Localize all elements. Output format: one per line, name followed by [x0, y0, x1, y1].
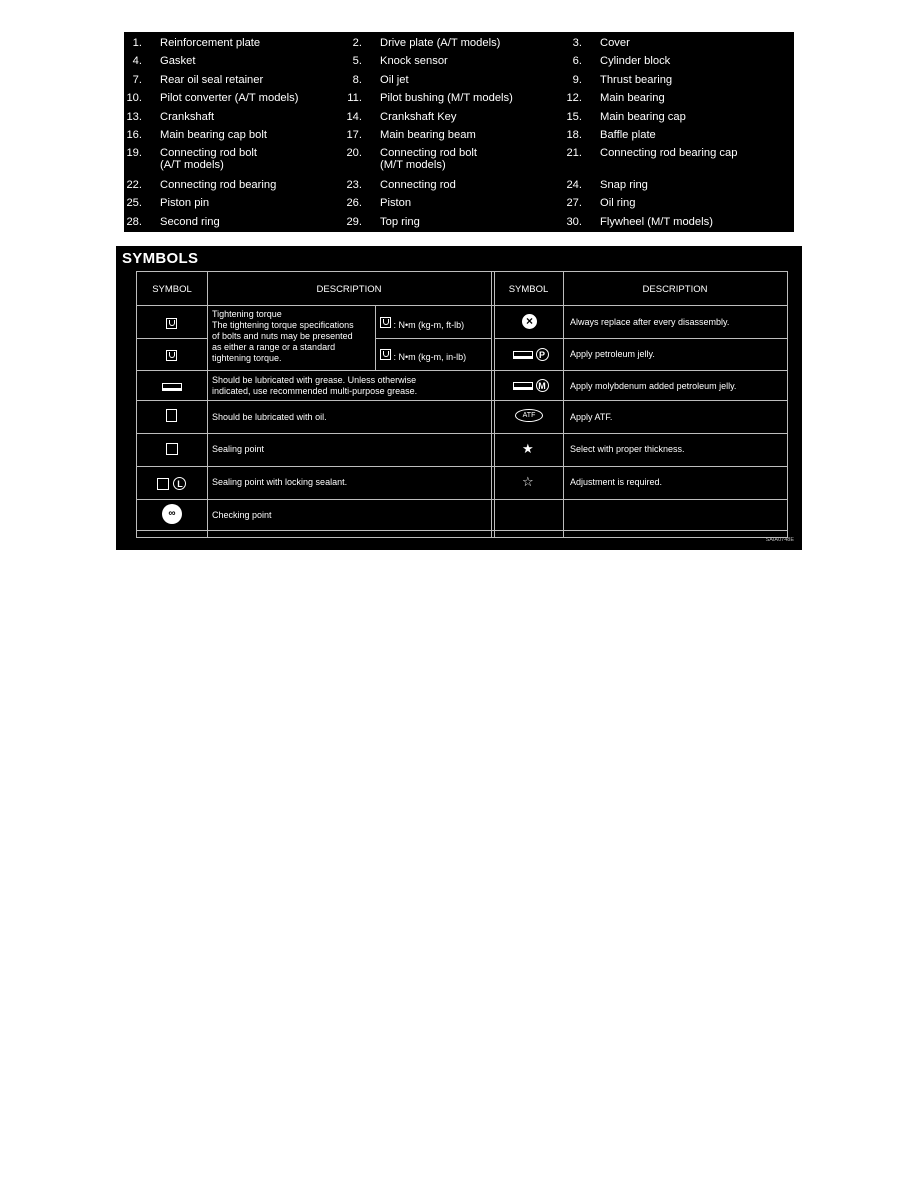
part-label: Connecting rod bolt: [160, 147, 258, 159]
part-label: Thrust bearing: [600, 74, 673, 86]
wrench-icon: [380, 317, 391, 328]
part-number: 10.: [126, 92, 142, 104]
part-number: 11.: [347, 92, 362, 104]
part-number: 3.: [572, 37, 582, 49]
part-label: Cover: [600, 37, 630, 49]
header-description-left: DESCRIPTION: [316, 284, 382, 295]
replace-description: Always replace after every disassembly.: [570, 317, 730, 327]
part-number: 20.: [346, 147, 362, 159]
part-number: 16.: [126, 129, 142, 141]
torque-ft-lb-icon: [166, 316, 177, 334]
part-label: Oil ring: [600, 197, 636, 209]
torque-unit-text: : N•m (kg-m, in-lb): [393, 352, 467, 362]
part-number: 1.: [132, 37, 142, 49]
solid-star-icon: ★: [522, 441, 534, 456]
part-label: Flywheel (M/T models): [600, 216, 713, 228]
part-number: 2.: [352, 37, 362, 49]
symbols-legend: [116, 246, 802, 550]
grease-desc-line: Should be lubricated with grease. Unless otherwise: [212, 375, 417, 385]
part-number: 19.: [126, 147, 142, 159]
symbols-title: SYMBOLS: [122, 250, 199, 267]
part-number: 13.: [126, 111, 142, 123]
header-symbol-right: SYMBOL: [508, 284, 549, 295]
part-number: 23.: [346, 179, 362, 191]
part-number: 14.: [346, 111, 362, 123]
part-number: 22.: [126, 179, 142, 191]
part-number: 9.: [572, 74, 582, 86]
torque-desc-line: of bolts and nuts may be presented: [212, 331, 353, 341]
torque-desc-line: tightening torque.: [212, 353, 282, 363]
part-number: 25.: [126, 197, 142, 209]
letter-p-icon: P: [536, 348, 549, 361]
moly-description: Apply molybdenum added petroleum jelly.: [570, 381, 737, 391]
petroleum-jelly-icon: [513, 348, 549, 361]
grease-desc-line: indicated, use recommended multi-purpose grease.: [212, 386, 418, 396]
torque-description: [212, 309, 377, 364]
part-number: 15.: [566, 111, 582, 123]
part-number: 21.: [566, 147, 582, 159]
figure-code: SAIA0748E: [765, 537, 794, 543]
col-divider-middle: [491, 272, 492, 537]
part-number: 26.: [346, 197, 362, 209]
row-divider: [137, 400, 787, 401]
header-symbol-left: SYMBOL: [152, 284, 192, 295]
col-divider-middle-2: [494, 272, 495, 537]
atf-icon: ATF: [515, 409, 543, 422]
row-divider: [137, 530, 787, 531]
part-number: 4.: [132, 55, 142, 67]
part-number: 28.: [126, 216, 142, 228]
part-label: Main bearing cap: [600, 111, 686, 123]
part-label: Baffle plate: [600, 129, 656, 141]
part-label-continued: (M/T models): [380, 159, 446, 171]
grease-gun-icon: [513, 351, 533, 359]
torque-desc-line: The tightening torque specifications: [212, 320, 354, 330]
replace-x-icon: ×: [522, 314, 537, 329]
part-number: 17.: [346, 129, 362, 141]
part-label: Crankshaft Key: [380, 111, 457, 123]
part-number: 8.: [352, 74, 362, 86]
part-label: Rear oil seal retainer: [160, 74, 264, 86]
part-label: Connecting rod bearing: [160, 179, 277, 191]
part-label: Pilot converter (A/T models): [160, 92, 299, 104]
part-number: 18.: [566, 129, 582, 141]
thickness-description: Select with proper thickness.: [570, 444, 685, 454]
part-label: Second ring: [160, 216, 220, 228]
part-label-continued: (A/T models): [160, 159, 224, 171]
sealing-point-icon: [166, 443, 178, 455]
part-label: Knock sensor: [380, 55, 448, 67]
row-divider-left-torque: [137, 338, 207, 339]
row-divider-torque: [375, 338, 491, 339]
row-divider: [137, 433, 787, 434]
part-label: Oil jet: [380, 74, 409, 86]
row-divider: [494, 338, 787, 339]
grease-description: [212, 375, 490, 397]
part-label: Drive plate (A/T models): [380, 37, 501, 49]
col-divider-right: [563, 272, 564, 537]
part-label: Gasket: [160, 55, 196, 67]
parts-legend: [124, 32, 794, 232]
part-label: Main bearing beam: [380, 129, 476, 141]
col-divider: [207, 272, 208, 537]
part-number: 27.: [566, 197, 582, 209]
symbols-frame: [136, 271, 788, 538]
part-label: Pilot bushing (M/T models): [380, 92, 513, 104]
part-label: Connecting rod bolt: [380, 147, 478, 159]
torque-unit-ft-lb: [380, 317, 464, 331]
part-number: 6.: [572, 55, 582, 67]
part-number: 12.: [566, 92, 582, 104]
check-description: Checking point: [212, 510, 272, 520]
part-label: Reinforcement plate: [160, 37, 261, 49]
seal-description: Sealing point: [212, 444, 265, 454]
torque-desc-line: Tightening torque: [212, 309, 282, 319]
part-label: Top ring: [380, 216, 420, 228]
part-label: Connecting rod bearing cap: [600, 147, 738, 159]
torque-in-lb-icon: [166, 348, 177, 366]
atf-description: Apply ATF.: [570, 412, 613, 422]
part-label: Cylinder block: [600, 55, 671, 67]
oil-can-icon: [166, 409, 177, 422]
part-number: 30.: [566, 216, 582, 228]
moly-jelly-icon: [513, 379, 549, 392]
part-label: Connecting rod: [380, 179, 456, 191]
torque-desc-line: as either a range or a standard: [212, 342, 336, 352]
header-description-right: DESCRIPTION: [642, 284, 708, 295]
part-label: Main bearing: [600, 92, 665, 104]
row-divider: [137, 370, 787, 371]
part-label: Piston: [380, 197, 412, 209]
part-number: 24.: [566, 179, 582, 191]
checking-point-icon: ∞: [162, 504, 182, 524]
adjust-description: Adjustment is required.: [570, 477, 663, 487]
part-number: 5.: [352, 55, 362, 67]
grease-icon: [162, 383, 182, 391]
row-divider: [137, 499, 787, 500]
torque-unit-in-lb: [380, 349, 466, 363]
part-label: Main bearing cap bolt: [160, 129, 267, 141]
letter-m-icon: M: [536, 379, 549, 392]
grease-gun-icon: [513, 382, 533, 390]
part-number: 29.: [346, 216, 362, 228]
part-number: 7.: [132, 74, 142, 86]
row-divider: [137, 305, 787, 306]
row-divider: [137, 466, 787, 467]
wrench-icon: [380, 349, 391, 360]
seal-lock-description: Sealing point with locking sealant.: [212, 477, 348, 487]
torque-unit-text: : N•m (kg-m, ft-lb): [393, 320, 465, 330]
letter-l-icon: L: [173, 477, 186, 490]
part-label: Crankshaft: [160, 111, 215, 123]
sealing-point-icon: [157, 478, 169, 490]
part-label: Piston pin: [160, 197, 210, 209]
outline-star-icon: ☆: [522, 474, 534, 489]
oil-description: Should be lubricated with oil.: [212, 412, 327, 422]
part-label: Snap ring: [600, 179, 648, 191]
petroleum-description: Apply petroleum jelly.: [570, 349, 655, 359]
sealing-locking-icon: [157, 475, 186, 493]
